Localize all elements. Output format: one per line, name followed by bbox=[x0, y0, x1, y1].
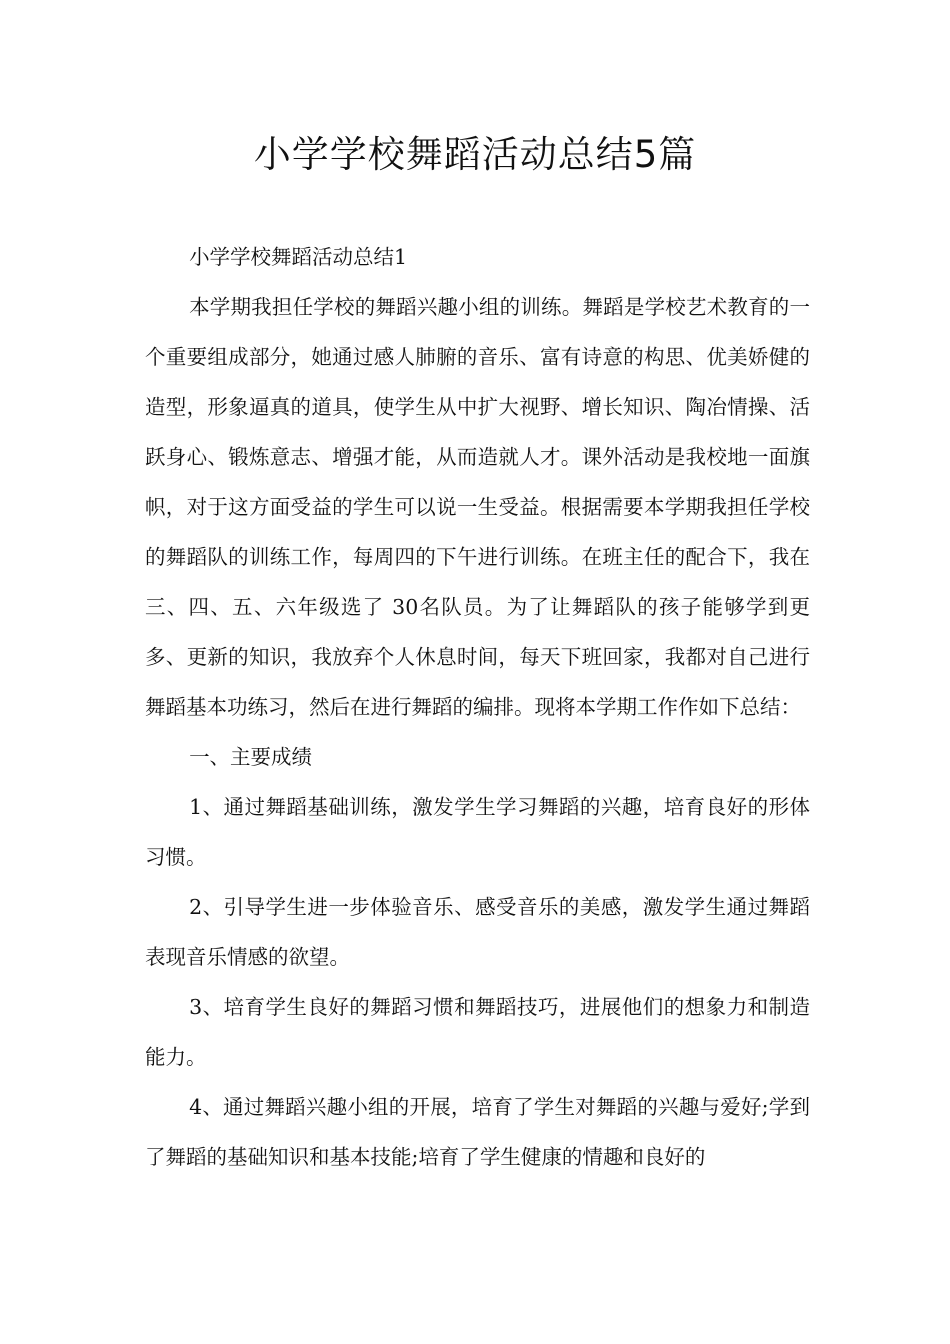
list-item: 3、培育学生良好的舞蹈习惯和舞蹈技巧，进展他们的想象力和制造能力。 bbox=[145, 995, 810, 1069]
subsection-heading: 一、主要成绩 bbox=[189, 745, 313, 769]
section-heading: 小学学校舞蹈活动总结1 bbox=[189, 245, 408, 269]
list-item: 4、通过舞蹈兴趣小组的开展，培育了学生对舞蹈的兴趣与爱好;学到了舞蹈的基础知识和基本技能;培育了学生健康的情趣和良好的 bbox=[145, 1095, 810, 1169]
list-item: 1、通过舞蹈基础训练，激发学生学习舞蹈的兴趣，培育良好的形体习惯。 bbox=[145, 795, 810, 869]
document-body bbox=[145, 232, 810, 1182]
list-item: 2、引导学生进一步体验音乐、感受音乐的美感，激发学生通过舞蹈表现音乐情感的欲望。 bbox=[145, 895, 810, 969]
document-title: 小学学校舞蹈活动总结5篇 bbox=[253, 133, 697, 176]
paragraph-intro: 本学期我担任学校的舞蹈兴趣小组的训练。舞蹈是学校艺术教育的一个重要组成部分，她通过感人肺腑的音乐、富有诗意的构思、优美娇健的造型，形象逼真的道具，使学生从中扩大视野、增长知识、陶冶情操、活跃身心、锻炼意志、增强才能，从而造就人才。课外活动是我校地一面旗帜，对于这方面受益的学生可以说一生受益。根据需要本学期我担任学校的舞蹈队的训练工作，每周四的下午进行训练。在班主任的配合下，我在三、四、五、六年级选了 30名队员。为了让舞蹈队的孩子能够学到更多、更新的知识，我放弃个人休息时间，每天下班回家，我都对自己进行舞蹈基本功练习，然后在进行舞蹈的编排。现将本学期工作作如下总结： bbox=[145, 295, 810, 719]
